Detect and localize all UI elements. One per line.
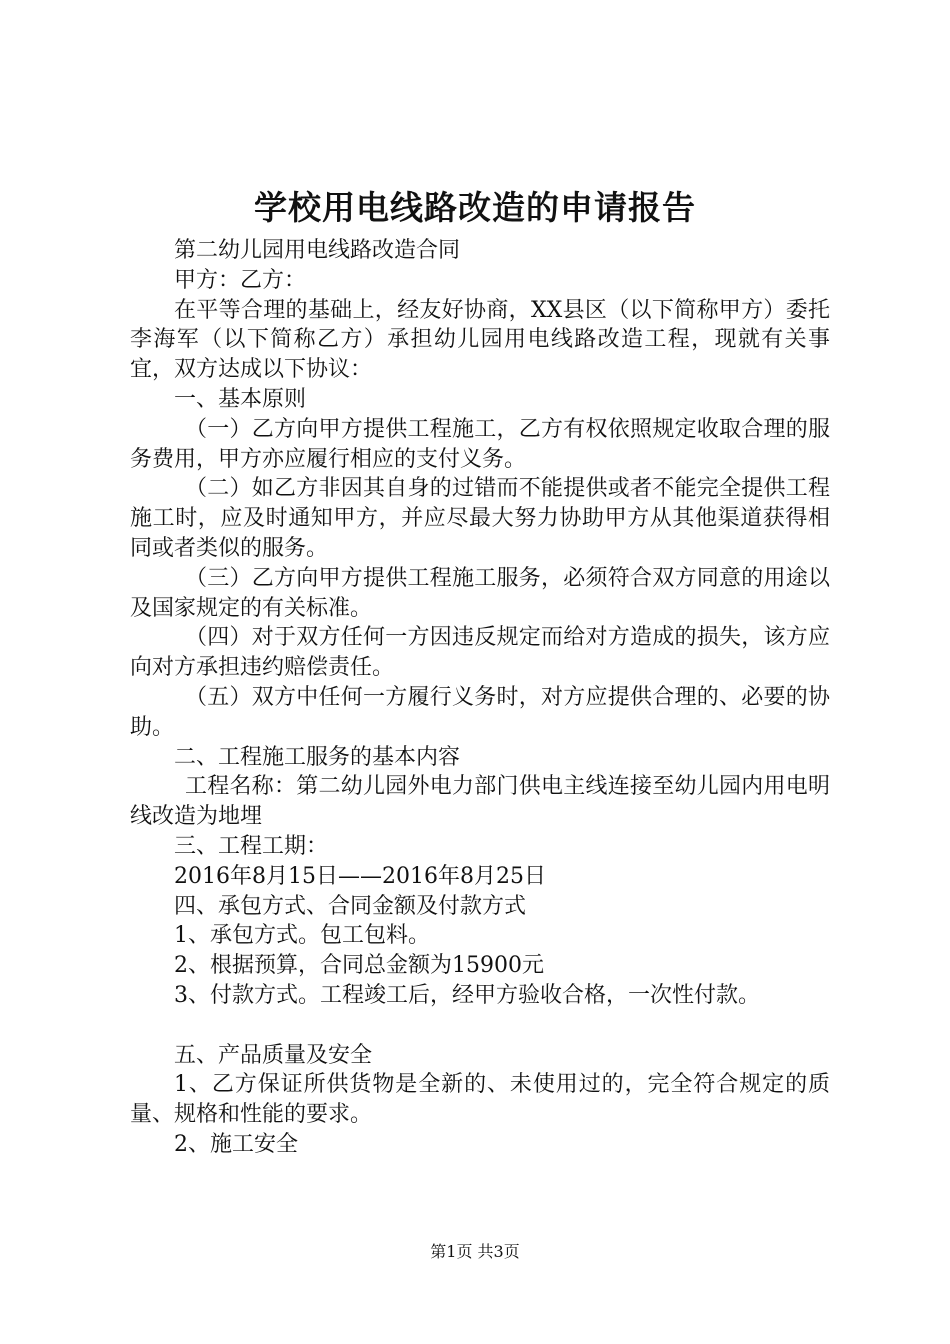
paragraph-contract-name: 第二幼儿园用电线路改造合同: [174, 238, 461, 263]
paragraph-contract-amount: 2、根据预算，合同总金额为15900元: [174, 953, 544, 979]
paragraph-construction-safety: 2、施工安全: [174, 1131, 298, 1157]
paragraph-project-name: 工程名称：第二幼儿园外电力部门供电主线连接至幼儿园内用电明线改造为地埋: [130, 774, 830, 830]
paragraph-spacer: [130, 1011, 830, 1041]
page-number: 第1页 共3页: [430, 1242, 520, 1261]
paragraph-contract-method: 1、承包方式。包工包料。: [174, 923, 430, 949]
paragraph-quality-guarantee: 1、乙方保证所供货物是全新的、未使用过的，完全符合规定的质量、规格和性能的要求。: [130, 1072, 830, 1128]
paragraph-principle-5: （五）双方中任何一方履行义务时，对方应提供合理的、必要的协助。: [130, 684, 830, 740]
paragraph-principle-1: （一）乙方向甲方提供工程施工，乙方有权依照规定收取合理的服务费用，甲方亦应履行相应的支付义务。: [130, 416, 830, 472]
paragraph-principle-4: （四）对于双方任何一方因违反规定而给对方造成的损失，该方应向对方承担违约赔偿责任。: [130, 625, 830, 681]
heading-service-content: 二、工程施工服务的基本内容: [174, 744, 461, 770]
document-title: 学校用电线路改造的申请报告: [254, 188, 696, 227]
heading-quality-safety: 五、产品质量及安全: [174, 1042, 373, 1068]
document-body: [130, 236, 830, 1160]
paragraph-principle-2: （二）如乙方非因其自身的过错而不能提供或者不能完全提供工程施工时，应及时通知甲方，并应尽最大努力协助甲方从其他渠道获得相同或者类似的服务。: [130, 476, 830, 561]
heading-schedule: 三、工程工期：: [174, 833, 329, 859]
heading-contract-terms: 四、承包方式、合同金额及付款方式: [174, 893, 527, 919]
paragraph-preamble: 在平等合理的基础上，经友好协商，XX县区（以下简称甲方）委托李海军（以下简称乙方）承担幼儿园用电线路改造工程，现就有关事宜，双方达成以下协议：: [130, 297, 830, 383]
paragraph-principle-3: （三）乙方向甲方提供工程施工服务，必须符合双方同意的用途以及国家规定的有关标准。: [130, 565, 830, 621]
heading-basic-principles: 一、基本原则: [174, 386, 307, 412]
paragraph-parties: 甲方：乙方：: [174, 267, 307, 293]
paragraph-payment-method: 3、付款方式。工程竣工后，经甲方验收合格，一次性付款。: [174, 982, 760, 1008]
paragraph-schedule-dates: 2016年8月15日——2016年8月25日: [174, 863, 546, 889]
